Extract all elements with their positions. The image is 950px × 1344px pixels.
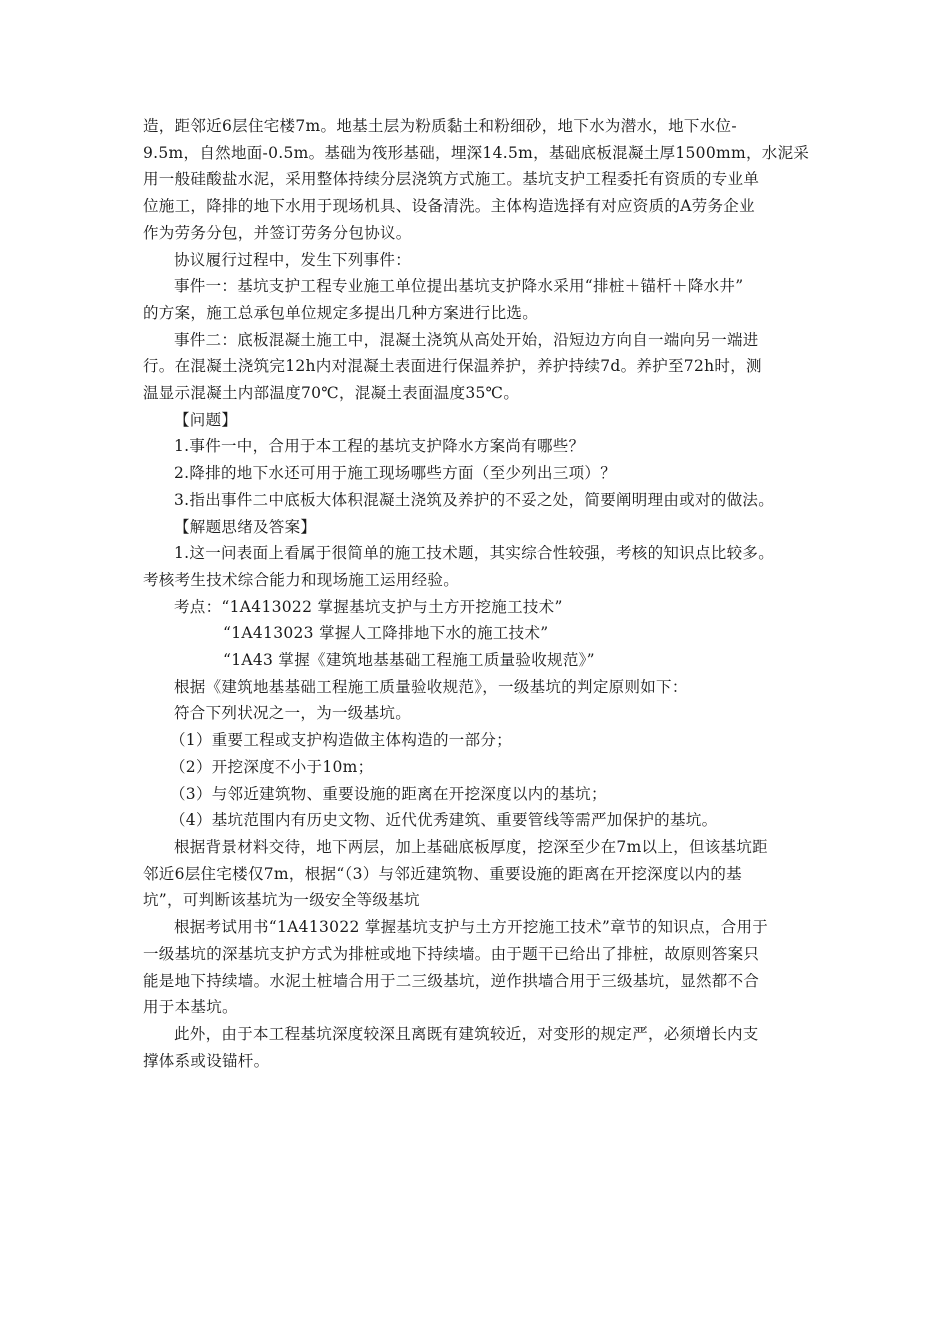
exam-point-line: “1A413023 掌握人工降排地下水的施工技术” bbox=[223, 624, 549, 643]
text-line: 邻近6层住宅楼仅7m，根据“（3）与邻近建筑物、重要设施的距离在开挖深度以内的基 bbox=[143, 864, 742, 883]
text-line: 造，距邻近6层住宅楼7m。地基土层为粉质黏土和粉细砂，地下水为潜水，地下水位- bbox=[143, 117, 737, 135]
criteria-item: （2）开挖深度不小于10m； bbox=[170, 757, 374, 776]
text-line: 撑体系或设锚杆。 bbox=[143, 1051, 270, 1070]
text-line: 能是地下持续墙。水泥土桩墙合用于二三级基坑，逆作拱墙合用于三级基坑，显然都不合 bbox=[143, 971, 760, 990]
text-line: 用一般硅酸盐水泥，采用整体持续分层浇筑方式施工。基坑支护工程委托有资质的专业单 bbox=[143, 170, 760, 189]
text-line: 的方案，施工总承包单位规定多提出几种方案进行比选。 bbox=[143, 303, 539, 322]
exam-point-line: “1A43 掌握《建筑地基基础工程施工质量验收规范》” bbox=[223, 651, 595, 670]
answers-heading: 【解题思绪及答案】 bbox=[174, 517, 317, 536]
question-2: 2.降排的地下水还可用于施工现场哪些方面（至少列出三项）？ bbox=[174, 464, 616, 483]
answer-1-line: 1.这一问表面上看属于很简单的施工技术题，其实综合性较强，考核的知识点比较多。 bbox=[174, 544, 774, 563]
text-line: 位施工，降排的地下水用于现场机具、设备清洗。主体构造选择有对应资质的A劳务企业 bbox=[143, 197, 755, 216]
text-line: 根据《建筑地基基础工程施工质量验收规范》，一级基坑的判定原则如下： bbox=[174, 677, 688, 696]
text-line: 行。在混凝土浇筑完12h内对混凝土表面进行保温养护，养护持续7d。养护至72h时，测 bbox=[143, 357, 762, 376]
question-1: 1.事件一中，合用于本工程的基坑支护降水方案尚有哪些？ bbox=[174, 437, 585, 456]
text-line: 9.5m，自然地面-0.5m。基础为筏形基础，埋深14.5m，基础底板混凝土厚1500mm，水泥采 bbox=[143, 143, 810, 162]
text-line: 一级基坑的深基坑支护方式为排桩或地下持续墙。由于题干已给出了排桩，故原则答案只 bbox=[143, 944, 760, 963]
text-line: 根据考试用书“1A413022 掌握基坑支护与土方开挖施工技术”章节的知识点，合用于 bbox=[174, 918, 769, 937]
exam-point-line: 考点：“1A413022 掌握基坑支护与土方开挖施工技术” bbox=[174, 597, 563, 616]
text-line: 作为劳务分包，并签订劳务分包协议。 bbox=[143, 223, 412, 242]
text-line: 坑”，可判断该基坑为一级安全等级基坑 bbox=[143, 891, 420, 910]
document-page bbox=[143, 113, 835, 1074]
criteria-item: （3）与邻近建筑物、重要设施的距离在开挖深度以内的基坑； bbox=[170, 784, 607, 803]
text-line: 考核考生技术综合能力和现场施工运用经验。 bbox=[143, 570, 460, 589]
text-line: 用于本基坑。 bbox=[143, 998, 238, 1017]
text-line: 协议履行过程中，发生下列事件： bbox=[174, 250, 412, 269]
text-line: 此外，由于本工程基坑深度较深且离既有建筑较近，对变形的规定严，必须增长内支 bbox=[174, 1024, 759, 1043]
text-line: 符合下列状况之一，为一级基坑。 bbox=[174, 704, 412, 723]
question-3: 3.指出事件二中底板大体积混凝土浇筑及养护的不妥之处，简要阐明理由或对的做法。 bbox=[174, 490, 774, 509]
text-line: 根据背景材料交待，地下两层，加上基础底板厚度，挖深至少在7m以上，但该基坑距 bbox=[174, 837, 768, 856]
event-one-line: 事件一：基坑支护工程专业施工单位提出基坑支护降水采用“排桩＋锚杆＋降水井” bbox=[174, 277, 744, 296]
questions-heading: 【问题】 bbox=[174, 410, 238, 429]
text-line: 温显示混凝土内部温度70℃，混凝土表面温度35℃。 bbox=[143, 384, 520, 403]
event-two-line: 事件二：底板混凝土施工中，混凝土浇筑从高处开始，沿短边方向自一端向另一端进 bbox=[174, 330, 759, 349]
criteria-item: （1）重要工程或支护构造做主体构造的一部分； bbox=[170, 731, 512, 750]
criteria-item: （4）基坑范围内有历史文物、近代优秀建筑、重要管线等需严加保护的基坑。 bbox=[170, 811, 718, 830]
